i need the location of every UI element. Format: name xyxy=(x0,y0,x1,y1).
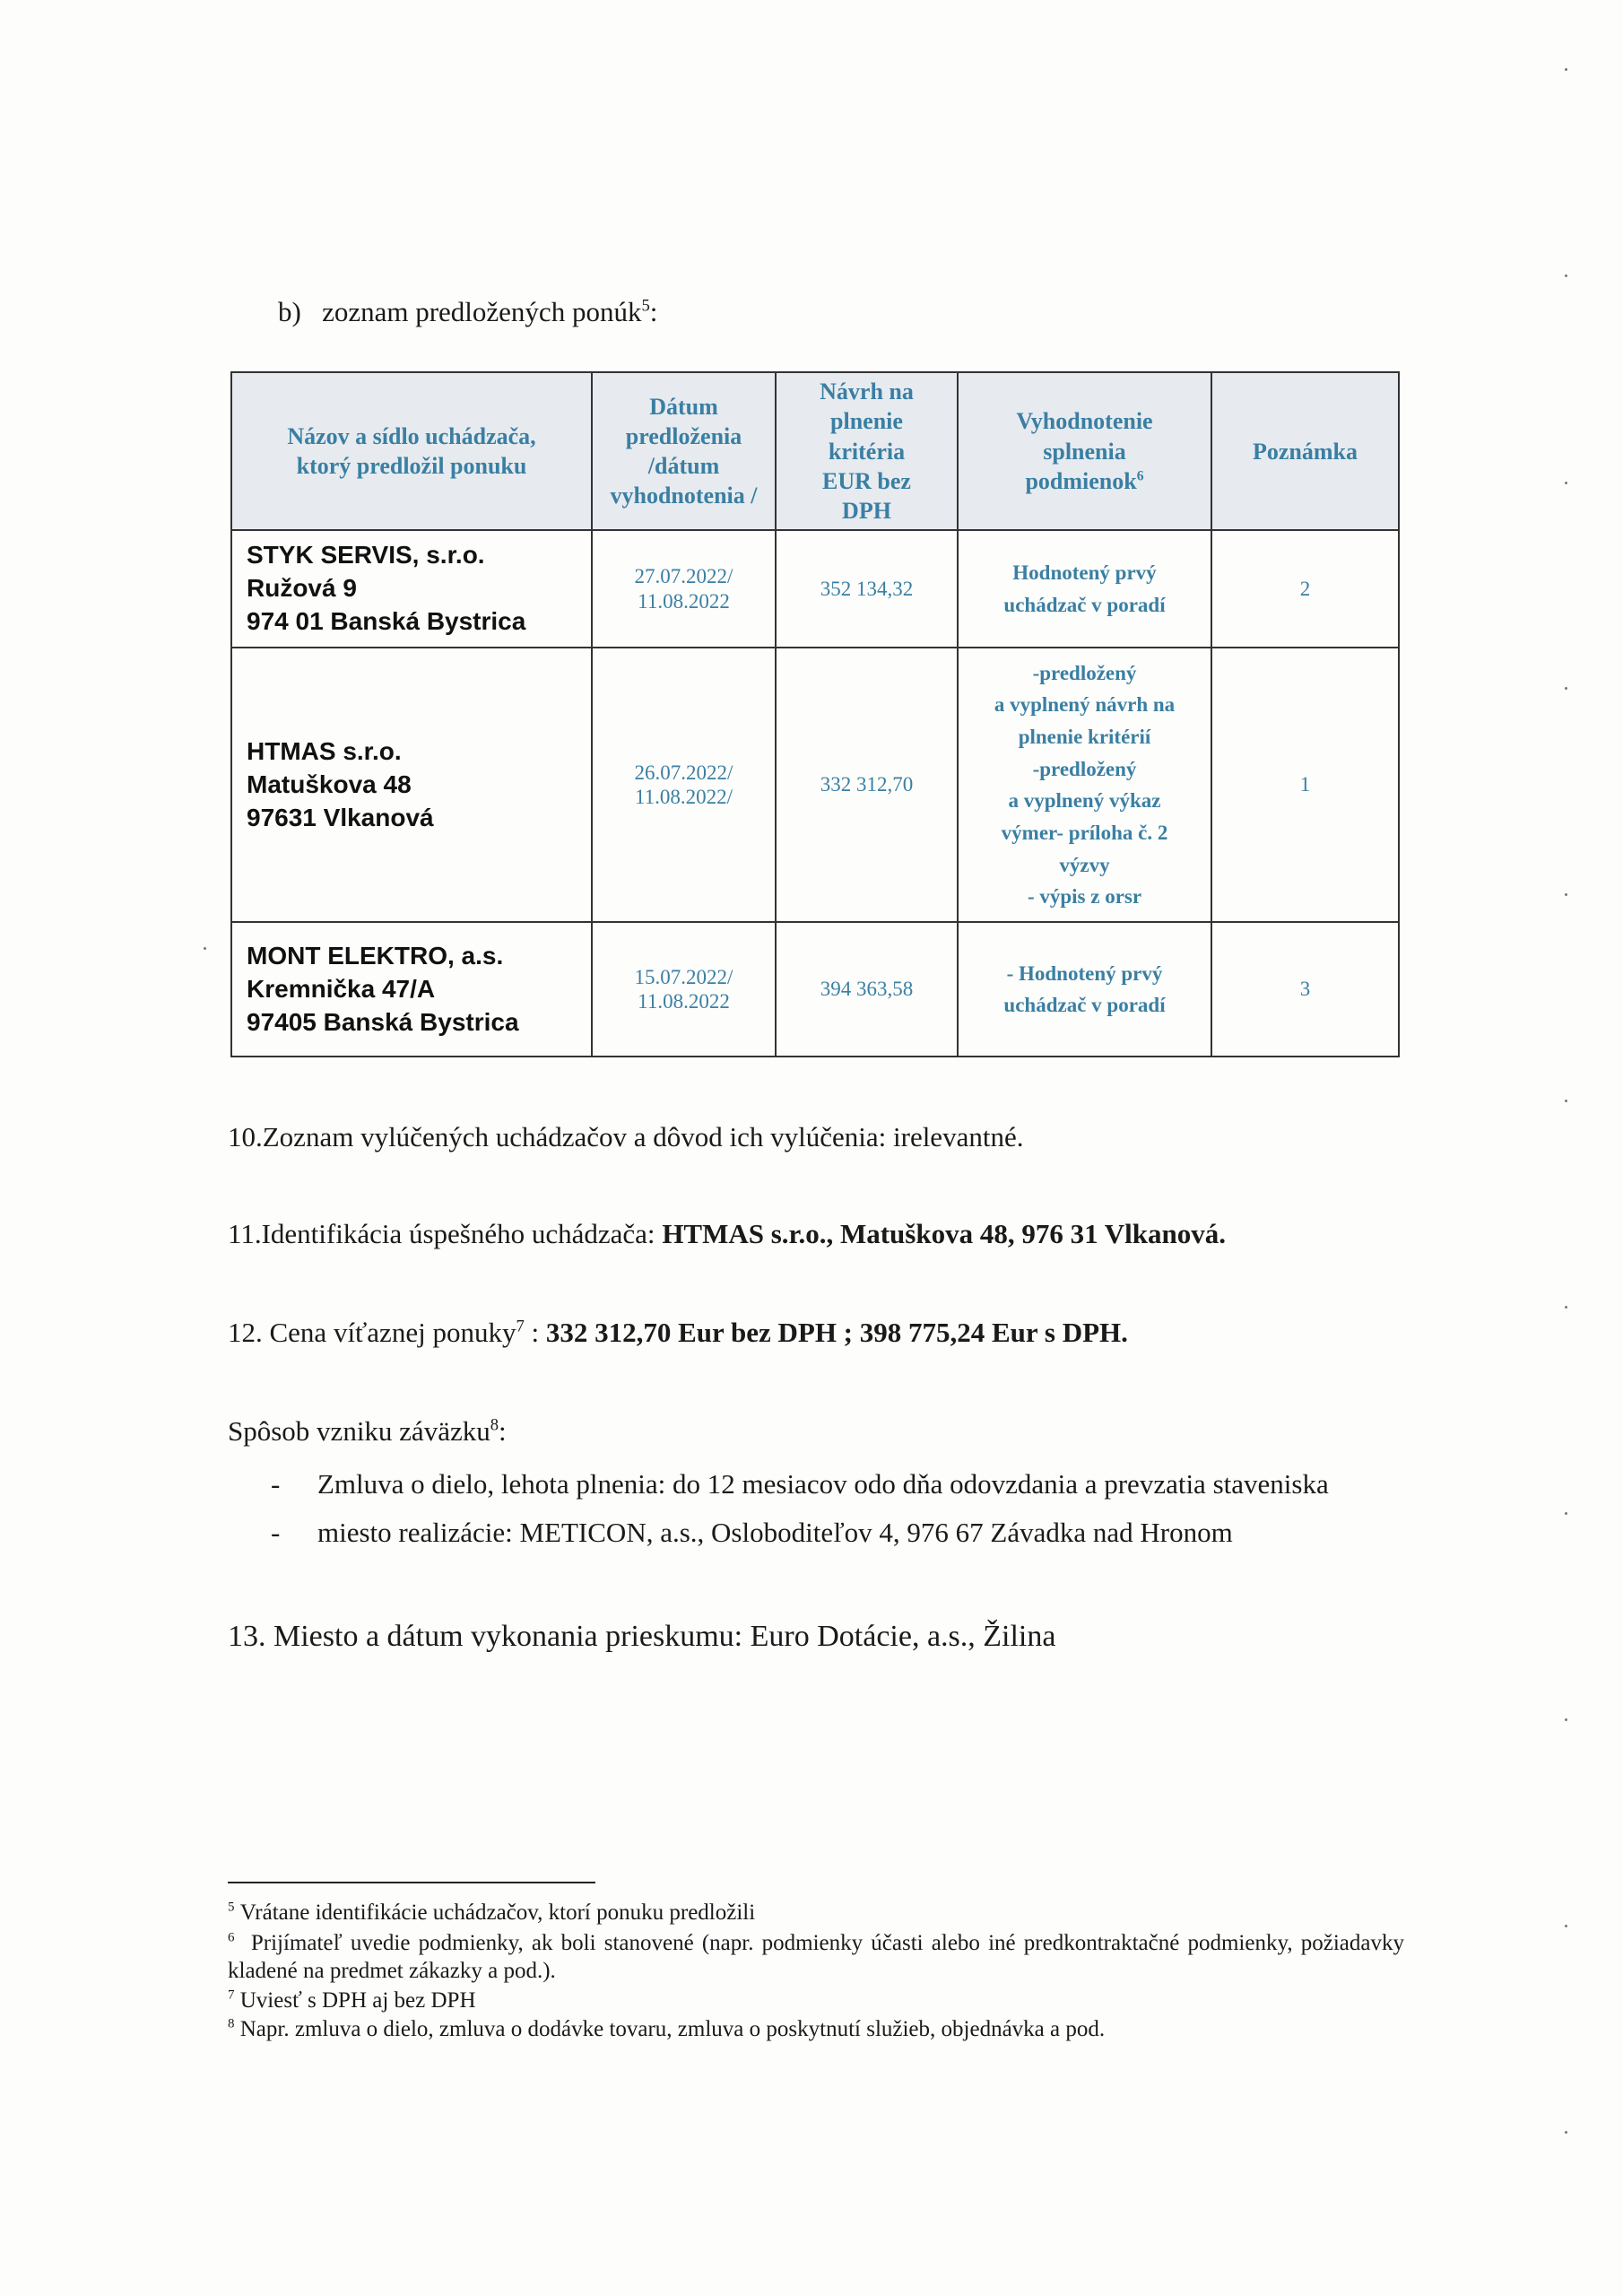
footnote-text: Napr. zmluva o dielo, zmluva o dodávke tovaru, zmluva o poskytnutí služieb, objednávka a pod. xyxy=(239,2017,1106,2041)
bidder-name: MONT ELEKTRO, a.s. Kremnička 47/A 97405 Banská Bystrica xyxy=(231,922,592,1057)
scan-speck xyxy=(1565,1100,1567,1102)
sposob-heading xyxy=(228,1415,507,1448)
footnote-number: 8 xyxy=(228,2016,235,2031)
item-11-successful-bidder xyxy=(228,1218,1226,1250)
bid-date: 15.07.2022/ 11.08.2022 xyxy=(592,922,776,1057)
footnote-ref-8: 8 xyxy=(490,1415,499,1435)
scan-speck xyxy=(1565,687,1567,690)
footnote-7 xyxy=(228,1989,476,2012)
bid-evaluation: Hodnotený prvý uchádzač v poradí xyxy=(958,530,1211,648)
item-10-excluded-bidders: 10.Zoznam vylúčených uchádzačov a dôvod ich vylúčenia: irelevantné. xyxy=(228,1121,1024,1152)
bid-date: 26.07.2022/ 11.08.2022/ xyxy=(592,648,776,922)
bid-offer: 332 312,70 xyxy=(776,648,958,922)
footnote-5 xyxy=(228,1901,755,1924)
bullet-dash: - xyxy=(271,1517,281,1548)
bid-note: 3 xyxy=(1211,922,1399,1057)
scan-speck xyxy=(1565,1925,1567,1927)
footnote-8 xyxy=(228,2018,1105,2040)
bids-table xyxy=(230,371,1400,1057)
table-row xyxy=(231,648,1399,922)
section-b-colon: : xyxy=(649,296,658,327)
table-header-row xyxy=(231,372,1399,530)
header-note: Poznámka xyxy=(1211,372,1399,530)
sposob-label: Spôsob vzniku záväzku xyxy=(228,1415,490,1447)
bidder-name: STYK SERVIS, s.r.o. Ružová 9 974 01 Banská Bystrica xyxy=(231,530,592,648)
scan-speck xyxy=(1565,1512,1567,1515)
bidder-name: HTMAS s.r.o. Matuškova 48 97631 Vlkanová xyxy=(231,648,592,922)
section-b-text: zoznam predložených ponúk xyxy=(322,296,642,327)
scan-speck xyxy=(1565,68,1567,71)
footnote-6 xyxy=(228,1929,1404,1985)
header-offer: Návrh na plnenie kritéria EUR bez DPH xyxy=(776,372,958,530)
item-12-colon: : xyxy=(524,1317,546,1348)
footnote-ref-7: 7 xyxy=(516,1317,525,1336)
header-date: Dátum predloženia /dátum vyhodnotenia / xyxy=(592,372,776,530)
item-12-label: 12. Cena víťaznej ponuky xyxy=(228,1317,516,1348)
bid-evaluation: -predložený a vyplnený návrh na plnenie kritérií -predložený a vyplnený výkaz výmer- príloha č. 2 výzvy - výpis z orsr xyxy=(958,648,1211,922)
list-item xyxy=(271,1468,1329,1500)
header-name: Názov a sídlo uchádzača, ktorý predložil ponuku xyxy=(231,372,592,530)
section-b-heading xyxy=(278,296,657,328)
bid-offer: 394 363,58 xyxy=(776,922,958,1057)
bid-note: 2 xyxy=(1211,530,1399,648)
footnote-text: Vrátane identifikácie uchádzačov, ktorí ponuku predložili xyxy=(239,1900,756,1925)
footnote-ref-6: 6 xyxy=(1136,468,1144,484)
scan-speck xyxy=(1565,1718,1567,1721)
list-item xyxy=(271,1517,1233,1549)
footnote-divider xyxy=(228,1882,595,1883)
footnote-ref-5: 5 xyxy=(641,296,650,316)
bid-note: 1 xyxy=(1211,648,1399,922)
bid-offer: 352 134,32 xyxy=(776,530,958,648)
footnote-number: 7 xyxy=(228,1987,235,2003)
scan-speck xyxy=(204,947,206,950)
scan-speck xyxy=(1565,1306,1567,1309)
item-13-survey-place: 13. Miesto a dátum vykonania prieskumu: Euro Dotácie, a.s., Žilina xyxy=(228,1620,1056,1653)
scan-speck xyxy=(1565,274,1567,277)
scan-speck xyxy=(1565,482,1567,484)
footnote-number: 6 xyxy=(228,1930,235,1945)
table-row xyxy=(231,530,1399,648)
bid-evaluation: - Hodnotený prvý uchádzač v poradí xyxy=(958,922,1211,1057)
item-11-label: 11.Identifikácia úspešného uchádzača: xyxy=(228,1218,663,1249)
footnote-number: 5 xyxy=(228,1900,235,1915)
footnote-text: Uviesť s DPH aj bez DPH xyxy=(239,1988,476,2013)
footnote-text: Prijímateľ uvedie podmienky, ak boli stanovené (napr. podmienky účasti alebo iné predkontraktačné podmienky, požiadavky kladené na predmet zákazky a pod.). xyxy=(228,1931,1404,1983)
sposob-colon: : xyxy=(499,1415,507,1447)
list-item-text: miesto realizácie: METICON, a.s., Osloboditeľov 4, 976 67 Závadka nad Hronom xyxy=(317,1517,1233,1548)
section-b-label: b) xyxy=(278,296,301,327)
item-12-winning-price xyxy=(228,1317,1128,1349)
header-eval: Vyhodnotenie splnenia podmienok$^6$ xyxy=(958,372,1211,530)
list-item-text: Zmluva o dielo, lehota plnenia: do 12 mesiacov odo dňa odovzdania a prevzatia staveniska xyxy=(317,1468,1329,1500)
bid-date: 27.07.2022/ 11.08.2022 xyxy=(592,530,776,648)
item-12-value: 332 312,70 Eur bez DPH ; 398 775,24 Eur s DPH. xyxy=(545,1317,1128,1348)
item-11-value: HTMAS s.r.o., Matuškova 48, 976 31 Vlkanová. xyxy=(662,1218,1227,1249)
scan-speck xyxy=(1565,2131,1567,2134)
scan-speck xyxy=(1565,893,1567,896)
bullet-dash: - xyxy=(271,1468,281,1500)
table-row xyxy=(231,922,1399,1057)
